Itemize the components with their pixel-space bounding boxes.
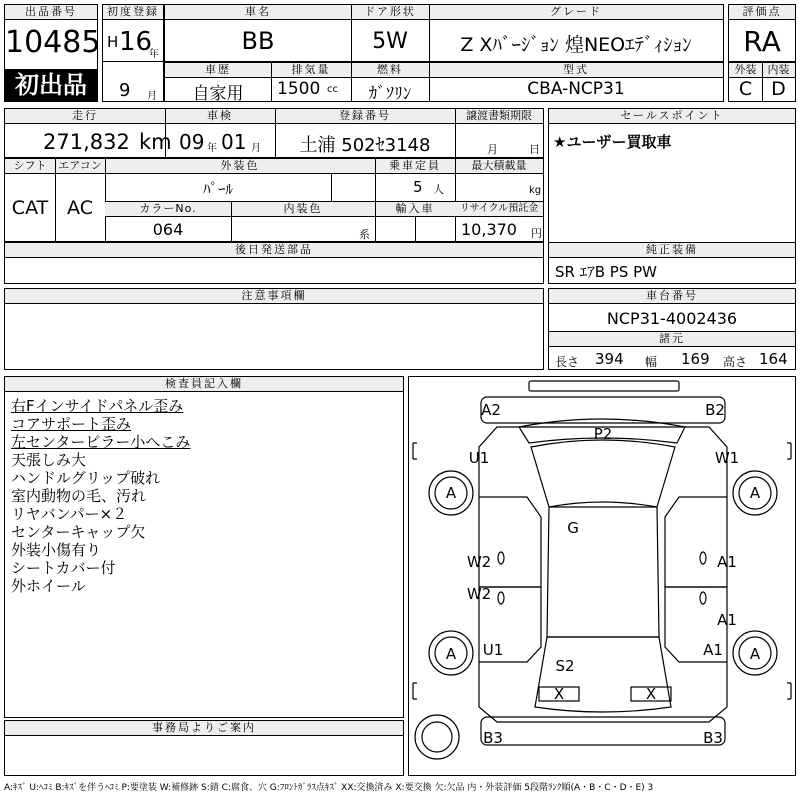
color-no-label: カラーNo. [105, 202, 231, 217]
inspector-note: シートカバー付 [11, 559, 116, 577]
fuel: ｶﾞｿﾘﾝ [368, 84, 412, 104]
mark-x-left: X [553, 685, 565, 703]
inspector-note: 左センターピラー小へこみ [11, 433, 191, 451]
mark-p2: P2 [593, 425, 613, 443]
model-code-label: 型式 [429, 63, 723, 78]
reg-year-unit: 年 [149, 49, 159, 60]
car-name: BB [241, 27, 275, 55]
office-box [4, 720, 404, 776]
inspector-note: リヤバンパー×２ [11, 505, 128, 523]
specs-label: 諸元 [549, 332, 795, 347]
car-diagram [409, 377, 795, 775]
chassis-label: 車台番号 [549, 289, 795, 304]
later-parts-box [4, 242, 544, 284]
int-ext-box [728, 62, 796, 102]
caution-box [4, 288, 544, 370]
mileage: 271,832 [43, 130, 130, 154]
model-code: CBA-NCP31 [527, 79, 625, 99]
inspector-note: 天張しみ大 [11, 451, 87, 469]
reg-no-label: 登録番号 [275, 109, 455, 124]
displacement-label: 排気量 [271, 63, 351, 78]
capacity-unit: 人 [433, 183, 444, 196]
mark-a-front-right: A [749, 484, 761, 502]
mark-s2: S2 [555, 657, 575, 675]
grade: Z Xﾊﾞｰｼﾞｮﾝ 煌NEOｴﾃﾞｨｼｮﾝ [460, 34, 692, 56]
displacement: 1500 [277, 79, 321, 99]
mark-g: G [567, 519, 579, 537]
width: 169 [681, 350, 710, 368]
capacity-label: 乗車定員 [375, 159, 455, 174]
lot-number: 10485 [5, 25, 101, 60]
fuel-label: 燃料 [351, 63, 429, 78]
inspector-note: センターキャップ欠 [11, 523, 146, 541]
caution-label: 注意事項欄 [5, 289, 543, 304]
inspector-note: 右Fインサイドパネル歪み [11, 397, 184, 415]
mileage-label: 走行 [5, 109, 165, 124]
ext-label: 外装 [729, 63, 762, 78]
door-type: 5W [372, 29, 408, 54]
mark-a1-upper: A1 [717, 553, 737, 571]
score: RA [743, 25, 781, 58]
mark-w2-upper: W2 [466, 553, 492, 571]
int-color-unit: 系 [359, 228, 370, 241]
import-label: 輸入車 [375, 202, 455, 217]
inspector-note: コアサポート歪み [11, 415, 132, 433]
legend: A:ｷｽﾞ U:ﾍｺﾐ B:ｷｽﾞを伴うﾍｺﾐ P:要塗装 W:補修跡 S:錆 C:腐食、穴 G:ﾌﾛﾝﾄｶﾞﾗｽ点ｷｽﾞ XX:交換済み X:要交換 欠:欠品 内・外装評価 5段階ﾗﾝｸ順(A・B・C・D・E) 3 [4, 783, 654, 793]
chassis-number: NCP31-4002436 [606, 309, 738, 328]
max-load-label: 最大積載量 [455, 159, 543, 174]
history: 自家用 [192, 84, 244, 104]
length: 394 [595, 350, 624, 368]
width-label: 幅 [645, 355, 658, 369]
capacity: 5 [413, 178, 423, 196]
recycle-amount: 10,370 [461, 220, 517, 239]
mark-u1-rear: U1 [482, 641, 504, 659]
inspector-notes-list [11, 397, 190, 595]
first-registration-box [102, 4, 164, 102]
int-color-label: 内装色 [231, 202, 375, 217]
int-label: 内装 [762, 63, 795, 78]
shift: CAT [11, 197, 49, 219]
mark-x-right: X [645, 685, 657, 703]
detail-grid-box [4, 158, 544, 242]
car-diagram-box [408, 376, 796, 776]
recycle-unit: 円 [531, 227, 542, 240]
grade-label: グレード [429, 5, 723, 20]
height-label: 高さ [723, 355, 748, 369]
sales-point-label: セールスポイント [549, 109, 795, 124]
inspection-month-unit: 月 [251, 143, 261, 154]
mark-a-front-left: A [445, 484, 457, 502]
shift-label: シフト [5, 159, 55, 174]
lot-number-label: 出品番号 [5, 5, 97, 20]
chassis-box [548, 288, 796, 370]
mark-a-rear-right: A [749, 645, 761, 663]
mileage-unit: km [139, 130, 172, 154]
equipment-box [548, 242, 796, 284]
reg-month: 9 [119, 80, 131, 101]
name-row-box [164, 4, 724, 62]
transfer-label: 譲渡書類期限 [455, 109, 543, 124]
inspector-label: 検査員記入欄 [5, 377, 403, 392]
door-label: ドア形状 [351, 5, 429, 20]
reg-month-unit: 月 [147, 91, 157, 102]
sales-point-box [548, 108, 796, 258]
ext-color-label: 外装色 [105, 159, 375, 174]
aircon-label: エアコン [55, 159, 105, 174]
inspector-note: 外ホイール [11, 577, 86, 595]
registration-number: 土浦 502ｾ3148 [299, 135, 431, 156]
inspection-month: 01 [221, 130, 247, 154]
mark-a-rear-left: A [445, 645, 457, 663]
length-label: 長さ [555, 355, 580, 369]
mark-a2: A2 [481, 401, 501, 419]
mark-w1-front: W1 [714, 449, 740, 467]
score-box [728, 4, 796, 62]
inspection-year-unit: 年 [207, 143, 217, 154]
height: 164 [759, 350, 788, 368]
int-grade: D [771, 78, 786, 100]
reg-year: 16 [119, 27, 153, 57]
color-number: 064 [152, 220, 184, 239]
era: H [107, 33, 119, 51]
aircon: AC [67, 197, 93, 219]
sales-point: ★ユーザー買取車 [553, 133, 672, 151]
inspector-note: ハンドルグリップ破れ [11, 469, 161, 487]
transfer-day-unit: 日 [529, 143, 540, 156]
inspector-note: 外装小傷有り [11, 541, 102, 559]
mark-b3-right: B3 [703, 729, 723, 747]
spec-row-box [164, 62, 724, 102]
equipment-label: 純正装備 [549, 243, 795, 258]
inspection-label: 車検 [165, 109, 275, 124]
mark-b2: B2 [705, 401, 725, 419]
displacement-unit: cc [327, 84, 338, 95]
mark-w2-lower: W2 [466, 585, 492, 603]
mark-a1-rear: A1 [703, 641, 723, 659]
inspector-box [4, 376, 404, 718]
inspector-note: 室内動物の毛、汚れ [11, 487, 147, 505]
car-name-label: 車名 [165, 5, 351, 20]
first-registration-label: 初度登録 [103, 5, 163, 20]
transfer-month-unit: 月 [487, 143, 498, 156]
score-label: 評価点 [729, 5, 795, 20]
first-listing-badge: 初出品 [5, 69, 97, 102]
recycle-label: リサイクル預託金 [455, 202, 543, 217]
history-label: 車歴 [165, 63, 271, 78]
mark-u1-front: U1 [468, 449, 490, 467]
max-load-unit: kg [529, 185, 542, 196]
mark-a1-lower: A1 [717, 611, 737, 629]
mark-b3-left: B3 [483, 729, 503, 747]
later-parts-label: 後日発送部品 [5, 243, 543, 258]
equipment: SR ｴｱB PS PW [555, 263, 657, 281]
office-label: 事務局よりご案内 [5, 721, 403, 736]
lot-number-box [4, 4, 101, 102]
inspection-year: 09 [179, 130, 205, 154]
ext-color: ﾊﾟｰﾙ [202, 180, 233, 198]
mileage-row-box [4, 108, 544, 158]
ext-grade: C [738, 78, 753, 100]
